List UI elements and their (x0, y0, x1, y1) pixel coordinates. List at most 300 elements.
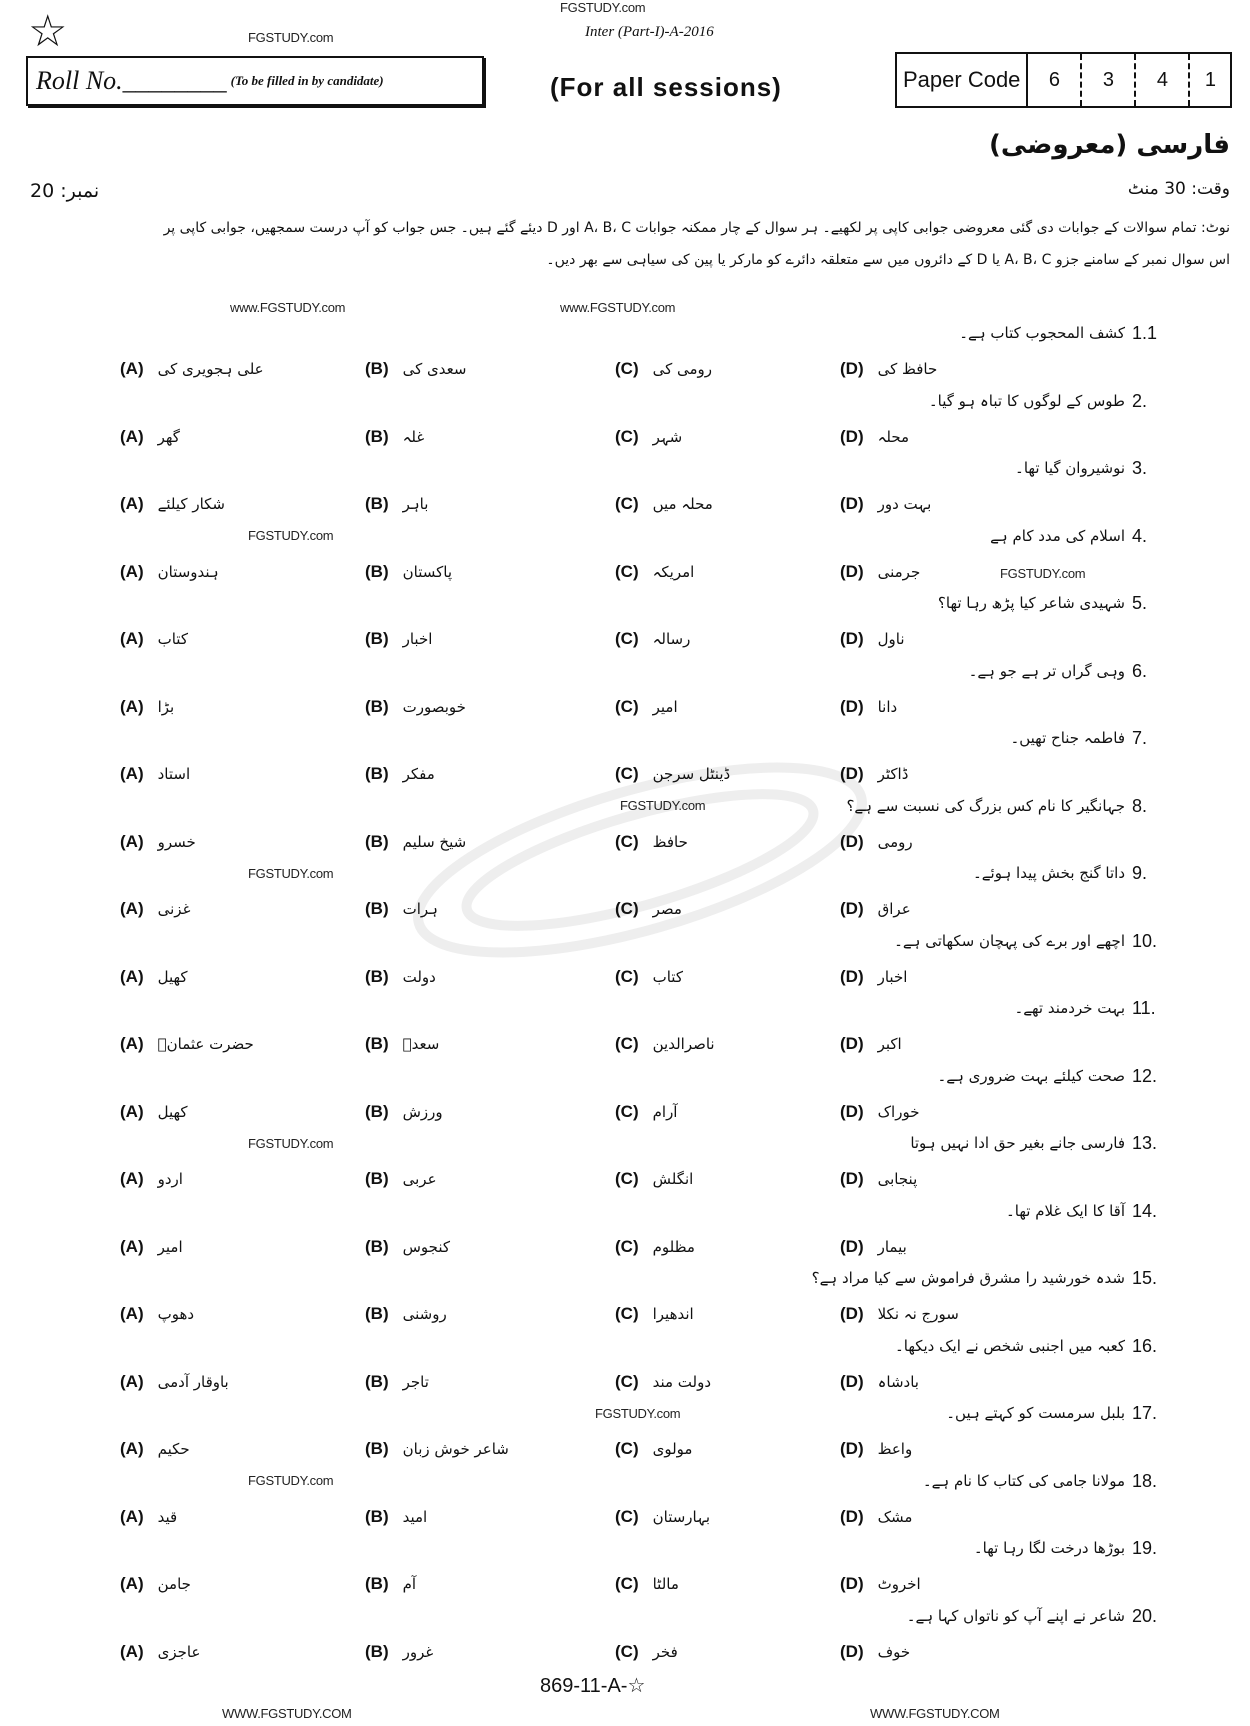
option-letter: (A) (120, 831, 144, 851)
option-letter: (D) (840, 1439, 864, 1458)
answer-option (120, 1168, 183, 1190)
answer-option (840, 1371, 919, 1393)
question-number: 10. (1132, 930, 1158, 951)
option-text: کتاب (652, 967, 683, 986)
answer-option (615, 426, 682, 448)
answer-option (840, 426, 909, 448)
option-text: اخبار (402, 630, 433, 648)
option-letter: (B) (365, 966, 389, 986)
option-letter: (D) (840, 1371, 864, 1391)
option-letter: (D) (840, 561, 864, 581)
option-text: امیر (652, 697, 678, 716)
option-letter: (C) (615, 1101, 639, 1121)
question-text: کعبہ میں اجنبی شخص نے ایک دیکھا۔ (894, 1336, 1125, 1355)
option-letter: (B) (365, 1236, 389, 1256)
option-letter: (C) (615, 1439, 639, 1458)
roll-number-box (26, 56, 484, 106)
question-text: اسلام کی مدد کام ہے (990, 526, 1125, 545)
option-letter: (B) (365, 561, 389, 581)
option-letter: (D) (840, 1169, 864, 1188)
answer-option (120, 1101, 188, 1123)
question-text: طوس کے لوگوں کا تباہ ہو گیا۔ (928, 391, 1125, 410)
option-text: بیمار (877, 1237, 907, 1256)
question-number: 12. (1132, 1065, 1158, 1086)
answer-option (120, 1641, 200, 1663)
option-text: عاجزی (157, 1642, 201, 1661)
answer-option (120, 1438, 190, 1460)
answer-option (615, 358, 712, 380)
option-text: قید (157, 1507, 178, 1526)
option-letter: (D) (840, 629, 864, 648)
option-text: محلہ میں (652, 495, 713, 513)
answer-option (365, 1371, 429, 1393)
option-letter: (C) (615, 561, 639, 581)
paper-code-label: Paper Code (897, 54, 1028, 106)
option-text: عربی (402, 1170, 437, 1188)
option-letter: (A) (120, 1574, 144, 1593)
instructions-note: نوٹ: تمام سوالات کے جوابات دی گئی معروضی جوابی کاپی پر لکھیے۔ ہر سوال کے چار ممکنہ جوابات A، B، C اور D دیئے گئے ہیں۔ جس جواب کو آپ درست سمجھیں، جوابی کاپی پر اس سوال نمبر کے سامنے جزو A، B، C یا D کے دائروں میں سے متعلقہ دائرے کو مارکر یا پین کی سیاہی سے بھر دیں۔ (163, 220, 1230, 268)
answer-option (615, 696, 678, 718)
option-letter: (B) (365, 629, 389, 648)
answer-option (615, 1641, 678, 1663)
subject-title: فارسی (معروضی) (989, 130, 1230, 160)
option-text: روشنی (402, 1305, 447, 1323)
option-letter: (A) (120, 899, 144, 918)
answer-option (615, 628, 690, 650)
star-icon: ☆ (28, 6, 68, 57)
option-letter: (A) (120, 1034, 144, 1053)
answer-option (365, 493, 428, 515)
answer-option (615, 1303, 694, 1325)
option-letter: (A) (120, 629, 144, 648)
question-number: 2. (1132, 390, 1148, 411)
option-letter: (C) (615, 629, 639, 648)
option-letter: (D) (840, 494, 864, 513)
answer-option (840, 358, 937, 380)
option-letter: (D) (840, 966, 864, 986)
option-letter: (A) (120, 1641, 144, 1661)
paper-code-digit: 1 (1204, 68, 1216, 91)
option-letter: (B) (365, 1101, 389, 1121)
watermark: FGSTUDY.com (248, 528, 334, 543)
answer-option (365, 1236, 450, 1258)
option-letter: (C) (615, 1304, 639, 1323)
option-text: ناصرالدین (652, 1035, 715, 1053)
question-text: شدہ خورشید را مشرق فراموش سے کیا مراد ہے؟ (811, 1269, 1125, 1287)
option-letter: (D) (840, 1101, 864, 1121)
answer-option (365, 1303, 447, 1325)
option-text: امید (402, 1507, 428, 1526)
option-letter: (D) (840, 1034, 864, 1053)
option-letter: (D) (840, 1506, 864, 1526)
option-text: شکار کیلئے (157, 495, 225, 513)
watermark: www.FGSTUDY.com (230, 300, 346, 315)
option-text: اخروٹ (877, 1575, 921, 1593)
question-text: شاعر نے اپنے آپ کو ناتواں کہا ہے۔ (906, 1606, 1125, 1625)
question-number: 20. (1132, 1605, 1158, 1626)
option-letter: (A) (120, 359, 144, 378)
watermark: FGSTUDY.com (248, 1136, 334, 1151)
option-text: شاعر خوش زبان (402, 1440, 509, 1458)
option-letter: (D) (840, 359, 864, 378)
option-letter: (C) (615, 1506, 639, 1526)
paper-code-digit: 4 (1136, 54, 1190, 106)
option-letter: (B) (365, 1034, 389, 1053)
option-text: خوبصورت (402, 697, 466, 716)
answer-option (840, 831, 913, 853)
answer-option (840, 1573, 921, 1595)
watermark: WWW.FGSTUDY.COM (222, 1706, 352, 1721)
option-letter: (C) (615, 1236, 639, 1256)
answer-option (365, 1438, 509, 1460)
answer-option (840, 696, 897, 718)
answer-option (365, 831, 466, 853)
option-text: اردو (157, 1170, 183, 1188)
exam-title: Inter (Part-I)-A-2016 (585, 24, 714, 40)
option-text: شیخ سلیم (402, 832, 467, 851)
option-text: گھر (157, 427, 180, 446)
answer-option (365, 1641, 433, 1663)
option-letter: (B) (365, 1169, 389, 1188)
answer-option (840, 1438, 912, 1460)
option-text: پنجابی (877, 1170, 918, 1188)
question-number: 7. (1132, 728, 1148, 748)
question-number: 19. (1132, 1538, 1158, 1558)
question-number: 14. (1132, 1200, 1158, 1221)
option-text: مولوی (652, 1440, 693, 1458)
option-text: سورج نہ نکلا (877, 1305, 959, 1323)
option-text: حافظ کی (877, 360, 938, 378)
option-letter: (C) (615, 1371, 639, 1391)
option-text: آرام (652, 1102, 678, 1121)
option-letter: (C) (615, 1169, 639, 1188)
answer-option (365, 1506, 427, 1528)
time-allowed: وقت: 30 منٹ (1127, 179, 1230, 199)
option-text: سعدؒ (402, 1035, 440, 1053)
option-text: اخبار (877, 967, 908, 986)
answer-option (365, 1033, 439, 1055)
option-text: فخر (652, 1642, 678, 1661)
question-number: 4. (1132, 525, 1148, 546)
option-letter: (D) (840, 696, 864, 716)
option-letter: (B) (365, 831, 389, 851)
footer-code: 869-11-A-☆ (540, 1675, 646, 1697)
paper-code-digit: 3 (1082, 54, 1136, 106)
option-letter: (A) (120, 1169, 144, 1188)
option-text: دولت (402, 967, 436, 986)
option-text: رومی (877, 832, 913, 851)
option-letter: (B) (365, 1574, 389, 1593)
option-letter: (A) (120, 1439, 144, 1458)
option-letter: (B) (365, 1439, 389, 1458)
answer-option (615, 1168, 693, 1190)
option-text: اندھیرا (652, 1305, 694, 1323)
option-text: حافظ (652, 832, 688, 851)
answer-option (120, 966, 188, 988)
option-letter: (D) (840, 426, 864, 446)
paper-code-box (895, 52, 1232, 108)
answer-option (120, 1303, 194, 1325)
answer-option (365, 898, 438, 920)
option-letter: (C) (615, 1034, 639, 1053)
answer-option (120, 1371, 229, 1393)
answer-option (120, 696, 174, 718)
option-text: امیر (157, 1237, 183, 1256)
answer-option (615, 1573, 679, 1595)
sessions-label: (For all sessions) (550, 72, 782, 102)
option-text: مالٹا (652, 1575, 679, 1593)
answer-option (615, 1506, 710, 1528)
option-letter: (A) (120, 696, 144, 716)
answer-option (120, 628, 188, 650)
option-letter: (B) (365, 359, 389, 378)
answer-option (840, 763, 908, 785)
option-letter: (D) (840, 764, 864, 783)
question-text: بہت خردمند تھے۔ (1014, 999, 1125, 1017)
option-text: رومی کی (652, 360, 713, 378)
question-text: آقا کا ایک غلام تھا۔ (1006, 1201, 1125, 1220)
watermark: FGSTUDY.com (620, 798, 706, 813)
answer-option (615, 831, 688, 853)
option-text: مظلوم (652, 1237, 695, 1256)
watermark: WWW.FGSTUDY.COM (870, 1706, 1000, 1721)
answer-option (120, 493, 225, 515)
answer-option (615, 898, 682, 920)
option-letter: (A) (120, 1304, 144, 1323)
answer-option (120, 1236, 183, 1258)
option-letter: (C) (615, 899, 639, 918)
option-text: ورزش (402, 1102, 443, 1121)
option-text: شہر (652, 427, 683, 446)
option-text: ہرات (402, 900, 438, 918)
option-letter: (B) (365, 1371, 389, 1391)
watermark: FGSTUDY.com (248, 1473, 334, 1488)
option-text: جامن (157, 1575, 191, 1593)
answer-option (615, 966, 683, 988)
question-text: جہانگیر کا نام کس بزرگ کی نسبت سے ہے؟ (846, 796, 1125, 815)
answer-option (365, 358, 466, 380)
option-letter: (A) (120, 1371, 144, 1391)
question-number: 18. (1132, 1470, 1158, 1491)
paper-code-digit: 6 (1028, 54, 1082, 106)
option-letter: (C) (615, 831, 639, 851)
option-text: انگلش (652, 1170, 694, 1188)
option-text: خوف (877, 1642, 911, 1661)
answer-option (615, 1033, 715, 1055)
answer-option (840, 561, 920, 583)
option-text: مصر (652, 900, 682, 918)
question-text: بوڑھا درخت لگا رہا تھا۔ (973, 1539, 1125, 1557)
answer-option (120, 831, 196, 853)
answer-option (615, 1236, 695, 1258)
option-text: ہندوستان (157, 562, 219, 581)
question-number: 16. (1132, 1335, 1158, 1356)
option-text: سعدی کی (402, 360, 467, 378)
answer-option (840, 1168, 917, 1190)
option-text: حضرت عثمانؓ (157, 1035, 254, 1053)
option-text: کھیل (157, 967, 188, 986)
option-letter: (B) (365, 696, 389, 716)
option-text: آم (402, 1575, 417, 1593)
option-text: دانا (877, 697, 898, 716)
answer-option (615, 763, 730, 785)
question-text: اچھے اور برے کی پہچان سکھاتی ہے۔ (894, 931, 1125, 950)
question-number: 5. (1132, 593, 1148, 613)
watermark: www.FGSTUDY.com (560, 300, 676, 315)
option-letter: (D) (840, 1304, 864, 1323)
answer-option (365, 1168, 437, 1190)
option-text: استاد (157, 765, 191, 783)
option-text: بہارستان (652, 1507, 711, 1526)
option-text: حکیم (157, 1440, 190, 1458)
option-text: دولت مند (652, 1372, 712, 1391)
question-number: 3. (1132, 458, 1148, 478)
option-text: ڈینٹل سرجن (652, 765, 731, 783)
answer-option (365, 1573, 416, 1595)
question-number: 6. (1132, 660, 1148, 681)
option-text: کھیل (157, 1102, 188, 1121)
answer-option (365, 763, 435, 785)
question-text: شہیدی شاعر کیا پڑھ رہا تھا؟ (937, 594, 1125, 612)
question-text: فاطمہ جناح تھیں۔ (1010, 729, 1125, 747)
option-text: ناول (877, 630, 905, 648)
option-text: محلہ (877, 427, 910, 446)
option-letter: (A) (120, 426, 144, 446)
option-letter: (A) (120, 1236, 144, 1256)
option-letter: (A) (120, 561, 144, 581)
answer-option (365, 1101, 443, 1123)
option-letter: (B) (365, 426, 389, 446)
watermark: FGSTUDY.com (248, 30, 334, 45)
option-text: عراق (877, 900, 911, 918)
option-letter: (A) (120, 966, 144, 986)
question-number: 1.1 (1132, 323, 1158, 343)
option-letter: (C) (615, 494, 639, 513)
answer-option (840, 966, 907, 988)
option-text: غزنی (157, 900, 191, 918)
question-number: 13. (1132, 1133, 1158, 1153)
answer-option (120, 763, 190, 785)
option-text: کنجوس (402, 1237, 451, 1256)
option-text: ڈاکٹر (877, 765, 909, 783)
option-letter: (C) (615, 966, 639, 986)
answer-option (120, 1573, 191, 1595)
answer-option (120, 898, 190, 920)
roll-number-label: Roll No.________ (36, 66, 227, 95)
question-number: 8. (1132, 795, 1148, 816)
option-text: مشک (877, 1507, 913, 1526)
option-text: رسالہ (652, 630, 691, 648)
answer-option (120, 358, 264, 380)
option-letter: (D) (840, 899, 864, 918)
option-letter: (C) (615, 764, 639, 783)
answer-option (840, 1033, 902, 1055)
option-letter: (A) (120, 494, 144, 513)
question-text: بلبل سرمست کو کہتے ہیں۔ (946, 1404, 1125, 1422)
option-letter: (B) (365, 1641, 389, 1661)
option-letter: (D) (840, 1574, 864, 1593)
option-letter: (C) (615, 1641, 639, 1661)
answer-option (120, 561, 219, 583)
question-text: صحت کیلئے بہت ضروری ہے۔ (937, 1066, 1125, 1085)
option-text: مفکر (402, 765, 435, 783)
watermark-top: FGSTUDY.com (560, 0, 646, 15)
option-text: بڑا (157, 697, 175, 716)
option-letter: (B) (365, 494, 389, 513)
logo-watermark (380, 760, 900, 960)
question-text: کشف المحجوب کتاب ہے۔ (959, 324, 1125, 342)
answer-option (615, 1101, 677, 1123)
question-text: وہی گراں تر ہے جو ہے۔ (968, 661, 1125, 680)
option-letter: (A) (120, 1506, 144, 1526)
option-letter: (C) (615, 1574, 639, 1593)
option-text: امریکہ (652, 562, 695, 581)
option-text: باوقار آدمی (157, 1372, 229, 1391)
answer-option (365, 966, 436, 988)
option-letter: (D) (840, 1236, 864, 1256)
option-letter: (C) (615, 426, 639, 446)
answer-option (840, 1101, 919, 1123)
option-text: بادشاہ (877, 1372, 919, 1391)
question-text: فارسی جانے بغیر حق ادا نہیں ہوتا (910, 1134, 1125, 1152)
option-text: غلہ (402, 427, 425, 446)
answer-option (615, 493, 713, 515)
question-number: 11. (1132, 998, 1156, 1018)
option-text: دھوپ (157, 1305, 195, 1323)
answer-option (615, 1371, 711, 1393)
option-letter: (B) (365, 1304, 389, 1323)
answer-option (615, 1438, 692, 1460)
answer-option (365, 426, 424, 448)
option-text: اکبر (877, 1035, 902, 1053)
watermark: FGSTUDY.com (595, 1406, 681, 1421)
watermark: FGSTUDY.com (248, 866, 334, 881)
roll-number-hint: (To be filled in by candidate) (230, 73, 384, 88)
option-text: واعظ (877, 1440, 913, 1458)
question-number: 17. (1132, 1403, 1158, 1423)
answer-option (120, 1033, 254, 1055)
option-letter: (B) (365, 899, 389, 918)
option-letter: (A) (120, 1101, 144, 1121)
answer-option (365, 696, 466, 718)
option-letter: (C) (615, 359, 639, 378)
question-text: داتا گنج بخش پیدا ہوئے۔ (972, 864, 1125, 882)
option-text: پاکستان (402, 562, 452, 581)
answer-option (840, 493, 931, 515)
answer-option (840, 1303, 959, 1325)
option-text: باہر (402, 495, 429, 513)
option-letter: (B) (365, 764, 389, 783)
option-letter: (C) (615, 696, 639, 716)
option-text: خوراک (877, 1102, 920, 1121)
option-text: جرمنی (877, 562, 921, 581)
answer-option (840, 1506, 912, 1528)
question-text: مولانا جامی کی کتاب کا نام ہے۔ (922, 1471, 1125, 1490)
answer-option (840, 1641, 910, 1663)
option-letter: (A) (120, 764, 144, 783)
answer-option (615, 561, 694, 583)
option-letter: (D) (840, 831, 864, 851)
question-number: 15. (1132, 1268, 1158, 1288)
answer-option (840, 628, 905, 650)
option-text: خسرو (157, 832, 196, 851)
answer-option (120, 426, 180, 448)
option-text: تاجر (402, 1372, 429, 1391)
option-letter: (B) (365, 1506, 389, 1526)
answer-option (365, 561, 452, 583)
option-text: بہت دور (877, 495, 932, 513)
answer-option (365, 628, 432, 650)
